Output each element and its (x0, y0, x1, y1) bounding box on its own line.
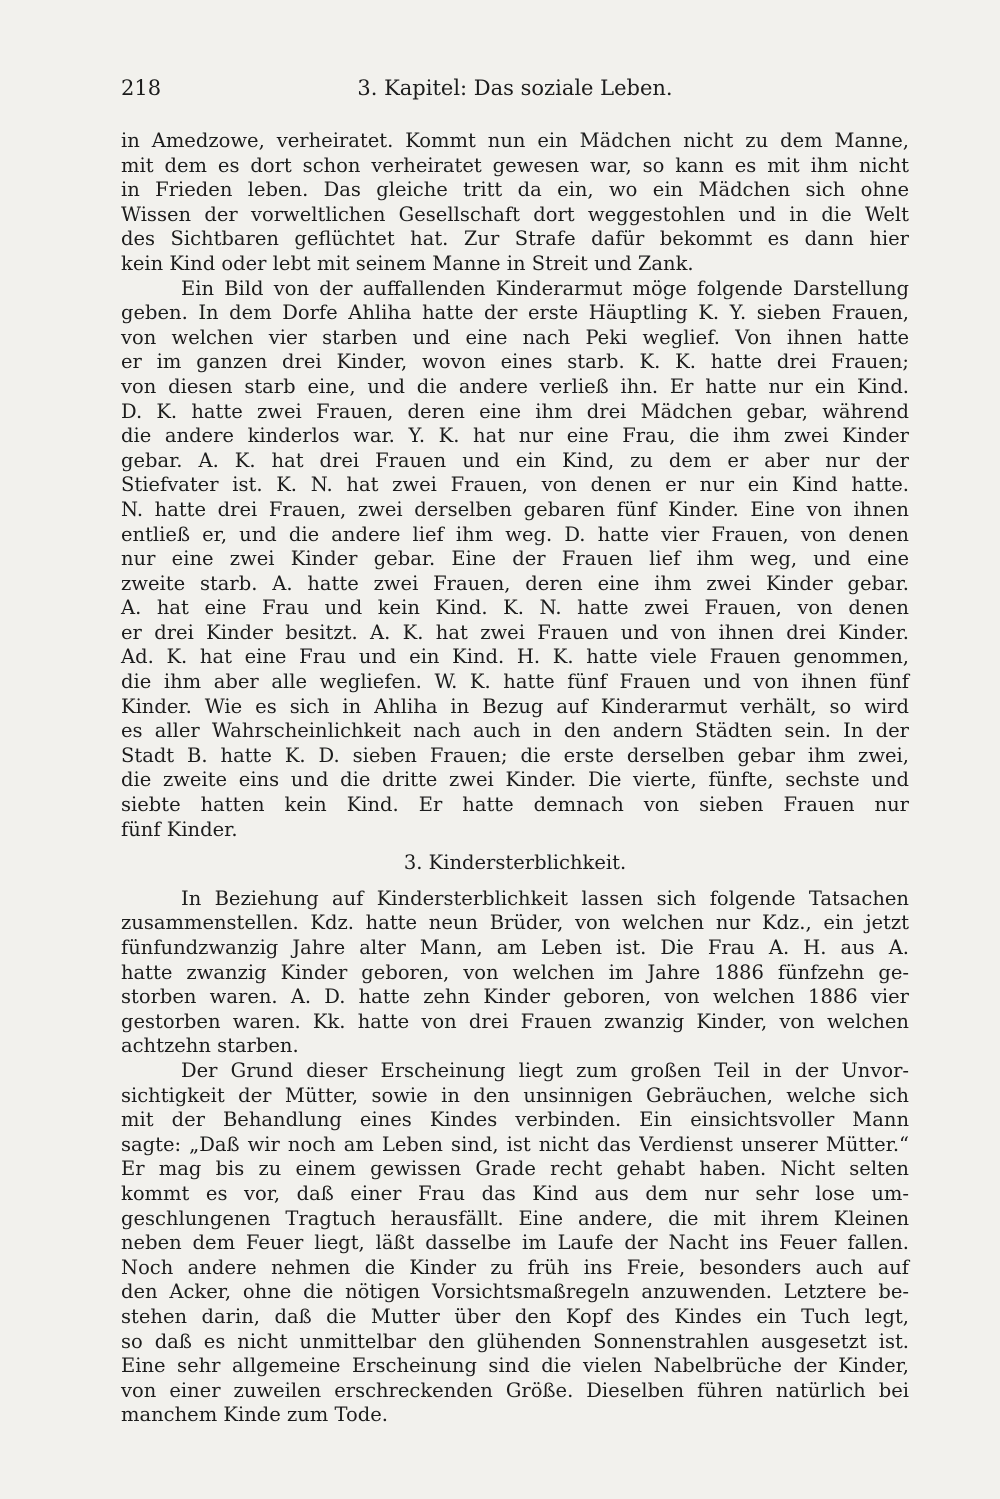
text-line: von diesen starb eine, und die andere verließ ihn. Er hatte nur ein Kind. (121, 374, 909, 398)
text-line: Wissen der vorweltlichen Gesellschaft dort weggestohlen und in die Welt (121, 202, 909, 226)
page-number: 218 (121, 76, 162, 100)
text-line: kommt es vor, daß einer Frau das Kind aus dem nur sehr lose um- (121, 1181, 909, 1205)
text-line: geschlungenen Tragtuch herausfällt. Eine andere, die mit ihrem Kleinen (121, 1206, 909, 1230)
text-line: Ad. K. hat eine Frau und ein Kind. H. K. hatte viele Frauen genommen, (121, 645, 909, 669)
text-line: Stiefvater ist. K. N. hat zwei Frauen, von denen er nur ein Kind hatte. (121, 473, 909, 497)
text-line: manchem Kinde zum Tode. (121, 1403, 388, 1427)
text-line: er im ganzen drei Kinder, wovon eines starb. K. K. hatte drei Frauen; (121, 350, 909, 374)
text-line: die andere kinderlos war. Y. K. hat nur eine Frau, die ihm zwei Kinder (121, 424, 909, 448)
text-line: mit dem es dort schon verheiratet gewesen war, so kann es mit ihm nicht (121, 153, 909, 177)
text-line: gestorben waren. Kk. hatte von drei Frauen zwanzig Kinder, von welchen (121, 1009, 909, 1033)
text-line: D. K. hatte zwei Frauen, deren eine ihm drei Mädchen gebar, während (121, 399, 909, 423)
text-line: stehen darin, daß die Mutter über den Kopf des Kindes ein Tuch legt, (121, 1304, 909, 1328)
text-line: Stadt B. hatte K. D. sieben Frauen; die erste derselben gebar ihm zwei, (121, 743, 909, 767)
text-line: es aller Wahrscheinlichkeit nach auch in den andern Städten sein. In der (121, 719, 909, 743)
section-heading: 3. Kindersterblichkeit. (403, 851, 627, 875)
text-line: die zweite eins und die dritte zwei Kinder. Die vierte, fünfte, sechste und (121, 768, 909, 792)
text-line: Noch andere nehmen die Kinder zu früh ins Freie, besonders auch auf (121, 1255, 909, 1279)
text-line: In Beziehung auf Kindersterblichkeit lassen sich folgende Tatsachen (181, 886, 909, 910)
text-line: storben waren. A. D. hatte zehn Kinder geboren, von welchen 1886 vier (121, 985, 909, 1009)
text-line: in Frieden leben. Das gleiche tritt da ein, wo ein Mädchen sich ohne (121, 178, 909, 202)
text-line: Der Grund dieser Erscheinung liegt zum großen Teil in der Unvor- (181, 1058, 909, 1082)
text-line: sichtigkeit der Mütter, sowie in den unsinnigen Gebräuchen, welche sich (121, 1083, 909, 1107)
text-line: den Acker, ohne die nötigen Vorsichtsmaßregeln anzuwenden. Letztere be- (121, 1280, 909, 1304)
running-title: 3. Kapitel: Das soziale Leben. (357, 76, 673, 100)
text-line: des Sichtbaren geflüchtet hat. Zur Strafe dafür bekommt es dann hier (121, 227, 909, 251)
text-line: A. hat eine Frau und kein Kind. K. N. hatte zwei Frauen, von denen (121, 596, 909, 620)
text-line: hatte zwanzig Kinder geboren, von welchen im Jahre 1886 fünfzehn ge- (121, 960, 909, 984)
text-line: mit der Behandlung eines Kindes verbinden. Ein einsichtsvoller Mann (121, 1108, 909, 1132)
text-line: Eine sehr allgemeine Erscheinung sind die vielen Nabelbrüche der Kinder, (121, 1354, 909, 1378)
text-line: Kinder. Wie es sich in Ahliha in Bezug auf Kinderarmut verhält, so wird (121, 694, 909, 718)
text-line: neben dem Feuer liegt, läßt dasselbe im Laufe der Nacht ins Feuer fallen. (121, 1231, 909, 1255)
text-line: die ihm aber alle wegliefen. W. K. hatte fünf Frauen und von ihnen fünf (121, 670, 909, 694)
text-line: sagte: „Daß wir noch am Leben sind, ist nicht das Verdienst unserer Mütter.“ (121, 1132, 909, 1156)
text-line: geben. In dem Dorfe Ahliha hatte der erste Häuptling K. Y. sieben Frauen, (121, 301, 909, 325)
text-line: N. hatte drei Frauen, zwei derselben gebaren fünf Kinder. Eine von ihnen (121, 497, 909, 521)
text-line: Ein Bild von der auffallenden Kinderarmut möge folgende Darstellung (181, 276, 909, 300)
text-line: von einer zuweilen erschreckenden Größe. Dieselben führen natürlich bei (121, 1378, 909, 1402)
text-line: so daß es nicht unmittelbar den glühenden Sonnenstrahlen ausgesetzt ist. (121, 1329, 909, 1353)
text-line: fünfundzwanzig Jahre alter Mann, am Leben ist. Die Frau A. H. aus A. (121, 936, 909, 959)
text-line: von welchen vier starben und eine nach Peki weglief. Von ihnen hatte (121, 325, 909, 349)
text-line: kein Kind oder lebt mit seinem Manne in Streit und Zank. (121, 251, 694, 275)
text-line: er drei Kinder besitzt. A. K. hat zwei Frauen und von ihnen drei Kinder. (121, 620, 909, 644)
text-line: Er mag bis zu einem gewissen Grade recht gehabt haben. Nicht selten (121, 1157, 909, 1181)
text-line: siebte hatten kein Kind. Er hatte demnach von sieben Frauen nur (121, 793, 909, 817)
text-line: nur eine zwei Kinder gebar. Eine der Frauen lief ihm weg, und eine (121, 547, 909, 571)
text-line: zweite starb. A. hatte zwei Frauen, deren eine ihm zwei Kinder gebar. (121, 571, 909, 595)
text-line: fünf Kinder. (121, 817, 238, 841)
body-text (121, 129, 909, 1428)
text-line: zusammenstellen. Kdz. hatte neun Brüder, von welchen nur Kdz., ein jetzt (121, 911, 909, 935)
text-line: gebar. A. K. hat drei Frauen und ein Kind, zu dem er aber nur der (121, 448, 909, 472)
text-line: in Amedzowe, verheiratet. Kommt nun ein Mädchen nicht zu dem Manne, (121, 129, 909, 152)
page-header (121, 73, 909, 103)
text-line: achtzehn starben. (121, 1034, 299, 1058)
text-line: entließ er, und die andere lief ihm weg. D. hatte vier Frauen, von denen (121, 522, 909, 546)
